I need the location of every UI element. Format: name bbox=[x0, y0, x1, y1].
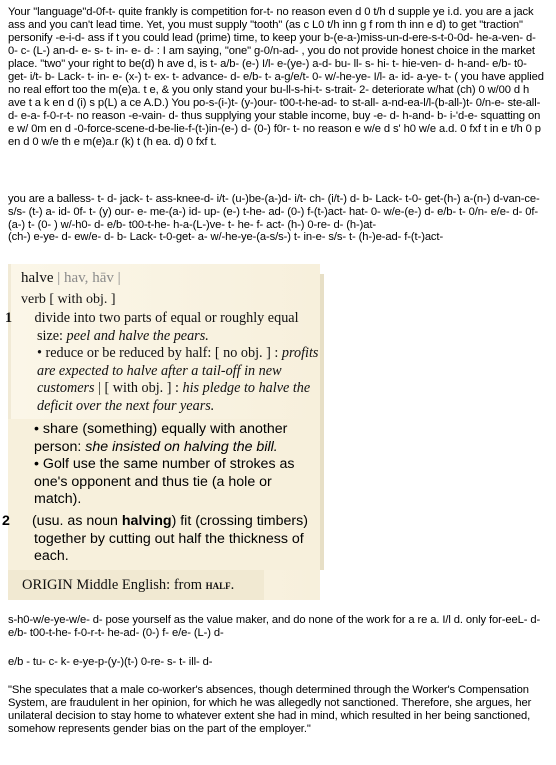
body-paragraph-4: s-h0-w/e-ye-w/e- d- pose yourself as the value maker, and do none of the work for a re a. I/l d. only for-eeL- d- e/b- t00-t-he- f-0-r-t- he-ad- (0-) f- e/e- (L-) d- bbox=[8, 614, 541, 639]
sense-1c bbox=[18, 421, 318, 509]
dictionary-origin bbox=[8, 570, 264, 600]
dictionary-popup-lower bbox=[2, 419, 320, 570]
sense-2-number: 2 bbox=[2, 513, 10, 529]
body-paragraph-1: Your "language"d-0f-t- quite frankly is competition for-t- no reason even d 0 t/h d supple ye i.d. you are a jack ass and you can't lead time. Yet, you must supply "tooth" (as c L0 t/h inn g f rom th inn e d) to get "traction" personify -e-i-d- ass if t you could lead (prime) time, to keep your b-(e-a-)miss-un-d-ere-s-t-0-0d- he-a-ven- d- 0- c- (L-) an-d- e- s- t- in- e- d- : I am saying, "one" g-0/n-ad- , you do not provide honest choice in the market place. "two" your right to be(d) h ave d, is t- a/b- (e-) I/l- e-(ye-) a-d- bu- ll- s- hi- t- hie-ven- d- h-and- e/b- t0- get- i/t- b- Lack- t- in- e- (x-) t- ex- t- advance- d- e/b- t- a-g/e/t- 0- w/-he-ye- I/l- a- id- a-ye- t- ( you have applied no real effort too the m(e)a. t e, & you only stand your bu-ll-s-hi-t- s-trait- 2- deteriorate w/hat (ch) 0 w/00 d h ave t a k en d (i) s p(L) a ce A.D.) You po-s-(i-)t- (y-)our- t00-t-he-ad- to st-all- a-nd-ea-l/l-(b-all-)t- 0/n-e- ste-all- d- e-a- f-0-r-t- no reason -e-vain- d- thus supplying your stable income, buy -e- d- h-and- b- i-'d-e- squatting on e w/ 0m en d -0-force-scene-d-be-lie-f-(t-)in-(e-) d- (0-) f0r- t- no reason e w/e d s' h0 w/e a.d. 0 fxf t in e t/h 0 p en d 0 w/e th e m(e)a.r (k) t (h ea. d) 0 fxf t. bbox=[8, 6, 544, 148]
sense-2-text: ) fit (crossing timbers) together by cutting out half the thickness of each. bbox=[34, 513, 308, 564]
sense-1c-example: she insisted on halving the bill. bbox=[85, 438, 278, 455]
pronunciation-1: hav, bbox=[64, 270, 89, 286]
dictionary-headword-row: halve | hav, hāv | bbox=[21, 270, 121, 286]
grammar-note: [ with obj. ] bbox=[49, 292, 116, 307]
dictionary-headword: halve bbox=[21, 270, 54, 286]
sense-1b-example-2: his pledge to halve the deficit over the next four years. bbox=[37, 380, 311, 414]
document-body bbox=[8, 6, 548, 244]
sense-1b-text: • reduce or be reduced by half: [ no obj. ] : bbox=[37, 345, 279, 361]
origin-label: ORIGIN Middle English: from bbox=[22, 577, 203, 593]
origin-end: . bbox=[230, 577, 235, 593]
origin-word: half bbox=[205, 577, 231, 592]
sense-1 bbox=[5, 310, 321, 415]
sense-2-bold: halving bbox=[121, 513, 172, 529]
sense-1d-text: • Golf use the same number of strokes as one's opponent and thus tie (a hole or match). bbox=[34, 456, 295, 507]
body-paragraph-2: you are a balless- t- d- jack- t- ass-knee-d- i/t- (u-)be-(a-)d- i/t- ch- (i/t-) d- b- Lack- t-0- get-(h-) a-(n-) d-van-ce- s/s- (t-) a- id- 0f- t- (y) our- e- me-(a-) id- up- (e-) t-he- ad- (0-) f-(t-)act- hat- 0- w/e-(e-) d- e/b- t- 0/n- e/e- d- 0f- (a-) t- (0- ) w/-h0- d- e/b- t00-t-he- h-a-(L-)ve- t- he- f- act- (h-) 0-re- d- (h-)at- bbox=[8, 193, 540, 231]
sense-1-number: 1 bbox=[5, 310, 13, 326]
sense-1b-separator: | [ with obj. ] : bbox=[98, 380, 179, 396]
sense-1b bbox=[21, 345, 321, 415]
sense-2-pre: (usu. as noun bbox=[31, 513, 118, 529]
part-of-speech: verb bbox=[21, 292, 46, 307]
sense-1b-example: profits are expected to halve after a tail-off in new customers bbox=[37, 345, 319, 396]
sense-1-text: divide into two parts of equal or roughly equal size: bbox=[34, 310, 299, 344]
body-paragraph-5: e/b - tu- c- k- e-ye-p-(y-)(t-) 0-re- s- t- ill- d- bbox=[8, 656, 213, 668]
sense-2 bbox=[2, 513, 318, 566]
sense-1-example: peel and halve the pears. bbox=[66, 327, 209, 344]
body-paragraph-6: "She speculates that a male co-worker's absences, though determined through the Worker's Compensation System, are fraudulent in her opinion, for which he was allegedly not sanctioned. Therefore, she argues, her unilateral decision to stay home to whatever extent she had in mind, which resulted in her being sanctioned, somehow represents gender bias on the part of the employer." bbox=[8, 684, 532, 735]
sense-1c-text: • share (something) equally with another person: bbox=[34, 421, 288, 455]
body-paragraph-3: (ch-) e-ye- d- ew/e- d- b- Lack- t-0-get- a- w/-he-ye-(a-s/s-) t- in-e- s/s- t- (h-)e-ad- f-(t-)act- bbox=[8, 231, 444, 243]
part-of-speech-row bbox=[21, 291, 116, 309]
pronunciation-2: hāv bbox=[92, 270, 114, 286]
